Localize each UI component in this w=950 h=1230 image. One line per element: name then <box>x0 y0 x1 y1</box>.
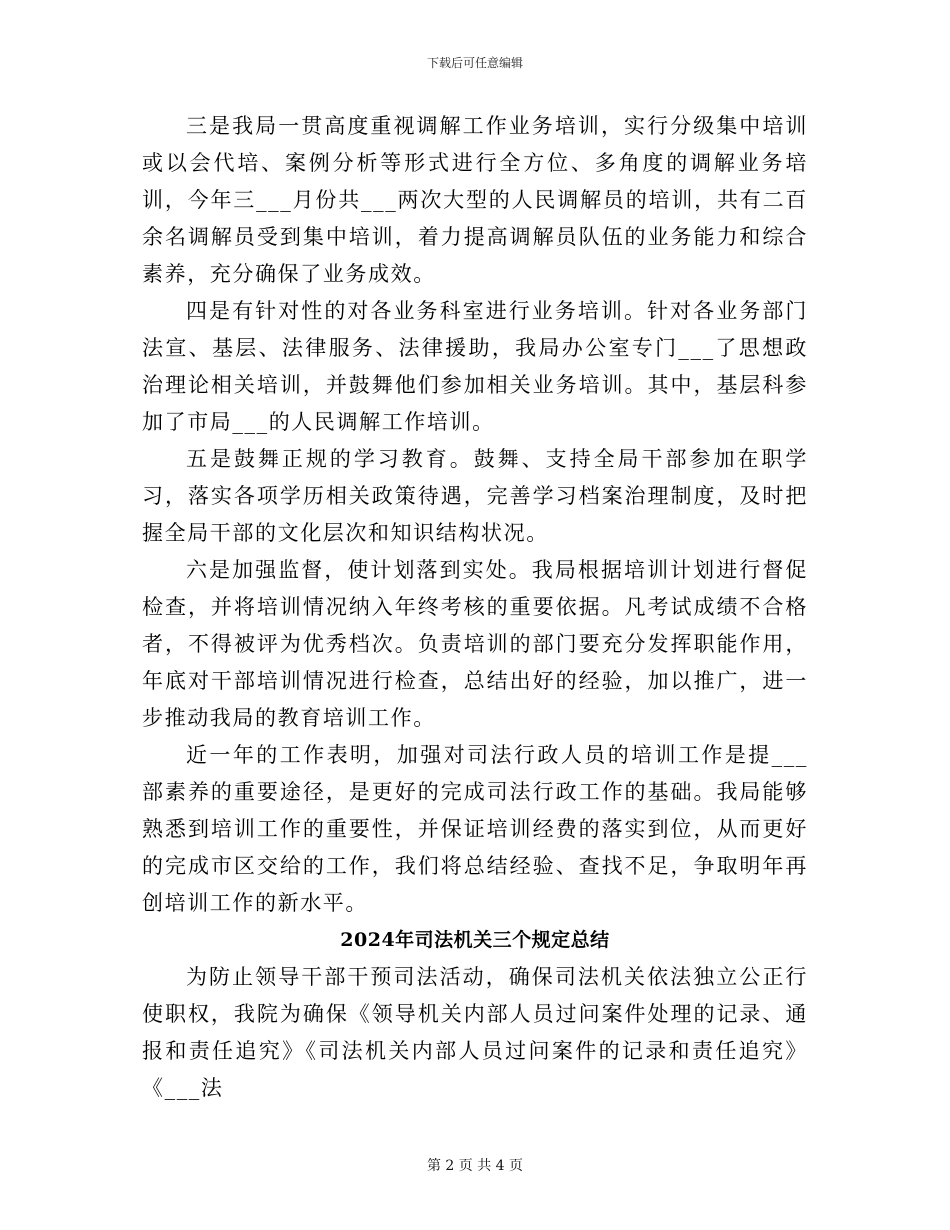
document-body <box>142 108 808 1107</box>
paragraph: 六是加强监督，使计划落到实处。我局根据培训计划进行督促检查，并将培训情况纳入年终考核的重要依据。凡考试成绩不合格者，不得被评为优秀档次。负责培训的部门要充分发挥职能作用，年底对干部培训情况进行检查，总结出好的经验，加以推广，进一步推动我局的教育培训工作。 <box>142 558 808 730</box>
page-header: 下载后可任意编辑 <box>426 56 523 70</box>
page-number: 第 2 页 共 4 页 <box>426 1158 524 1174</box>
paragraph: 三是我局一贯高度重视调解工作业务培训，实行分级集中培训或以会代培、案例分析等形式进行全方位、多角度的调解业务培训，今年三___月份共___两次大型的人民调解员的培训，共有二百余名调解员受到集中培训，着力提高调解员队伍的业务能力和综合素养，充分确保了业务成效。 <box>142 114 808 286</box>
paragraph: 近一年的工作表明，加强对司法行政人员的培训工作是提___部素养的重要途径，是更好的完成司法行政工作的基础。我局能够熟悉到培训工作的重要性，并保证培训经费的落实到位，从而更好的完成市区交给的工作，我们将总结经验、查找不足，争取明年再创培训工作的新水平。 <box>142 743 808 915</box>
section-title: 2024年司法机关三个规定总结 <box>340 929 610 951</box>
paragraph: 为防止领导干部干预司法活动，确保司法机关依法独立公正行使职权，我院为确保《领导机关内部人员过问案件处理的记录、通报和责任追究》《司法机关内部人员过问案件的记录和责任追究》《___法 <box>142 965 808 1100</box>
paragraph: 四是有针对性的对各业务科室进行业务培训。针对各业务部门法宣、基层、法律服务、法律援助，我局办公室专门___了思想政治理论相关培训，并鼓舞他们参加相关业务培训。其中，基层科参加了市局___的人民调解工作培训。 <box>142 299 808 434</box>
paragraph: 五是鼓舞正规的学习教育。鼓舞、支持全局干部参加在职学习，落实各项学历相关政策待遇，完善学习档案治理制度，及时把握全局干部的文化层次和知识结构状况。 <box>142 447 808 545</box>
